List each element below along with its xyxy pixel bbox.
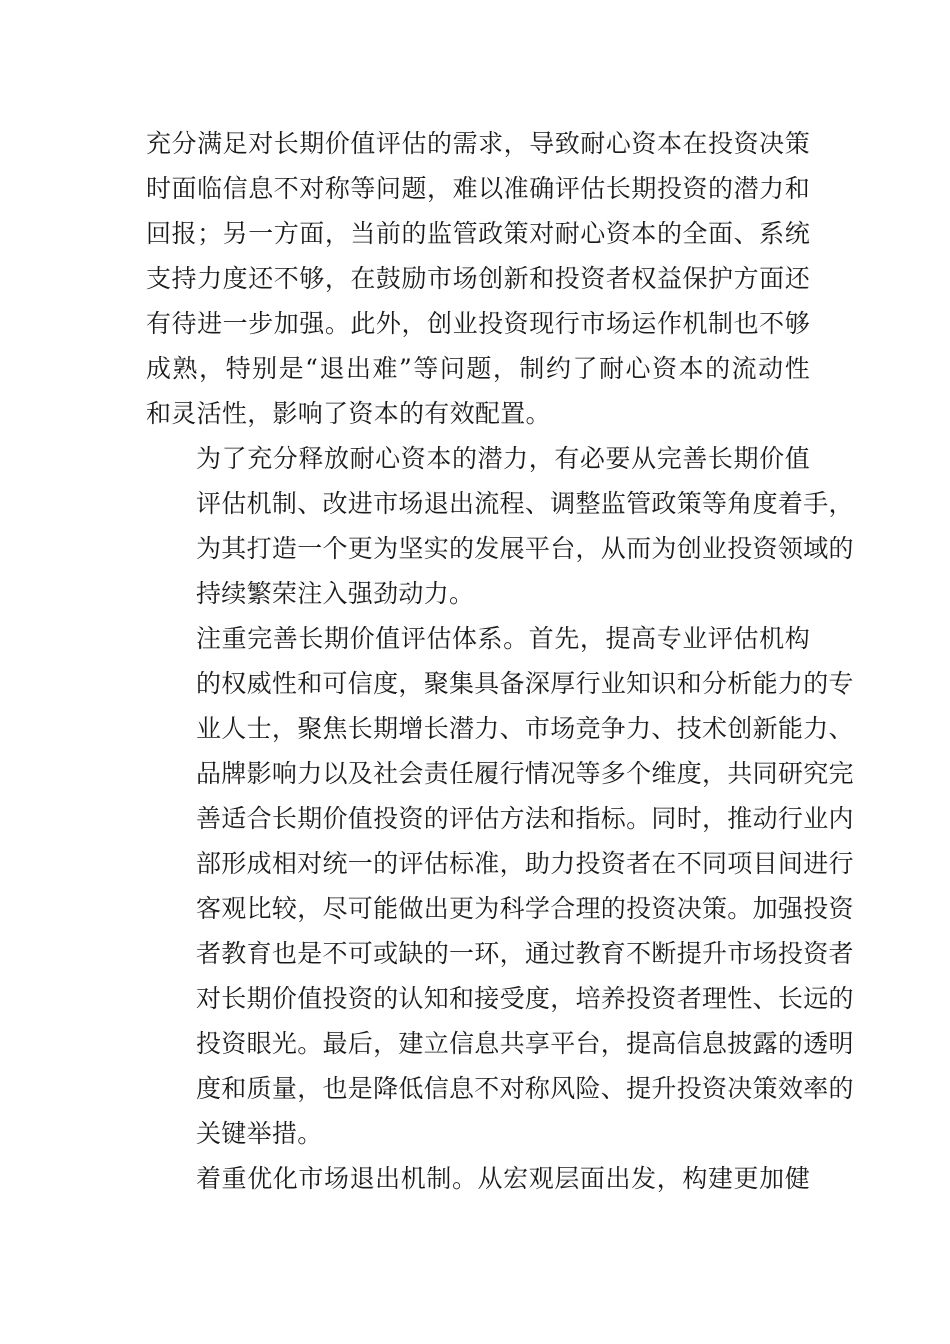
paragraph (146, 121, 810, 436)
text-line: 着重优化市场退出机制。从宏观层面出发，构建更加健 (196, 1164, 810, 1193)
paragraph (146, 1156, 810, 1201)
text-line: 有待进一步加强。此外，创业投资现行市场运作机制也不够 (146, 309, 810, 338)
text-line: 和灵活性，影响了资本的有效配置。 (146, 399, 551, 428)
paragraph (146, 616, 854, 1156)
text-line: 时面临信息不对称等问题，难以准确评估长期投资的潜力和 (146, 174, 810, 203)
text-line: 充分满足对长期价值评估的需求，导致耐心资本在投资决策 (146, 129, 810, 158)
text-line: 者教育也是不可或缺的一环，通过教育不断提升市场投资者 (196, 939, 854, 968)
text-line: 客观比较，尽可能做出更为科学合理的投资决策。加强投资 (196, 894, 854, 923)
text-line: 对长期价值投资的认知和接受度，培养投资者理性、长远的 (196, 984, 854, 1013)
text-line: 投资眼光。最后，建立信息共享平台，提高信息披露的透明 (196, 1029, 854, 1058)
text-line: 评估机制、改进市场退出流程、调整监管政策等角度着手， (196, 489, 854, 518)
text-line: 支持力度还不够，在鼓励市场创新和投资者权益保护方面还 (146, 264, 810, 293)
text-line: 的权威性和可信度，聚集具备深厚行业知识和分析能力的专 (196, 669, 854, 698)
text-line: 品牌影响力以及社会责任履行情况等多个维度，共同研究完 (196, 759, 854, 788)
text-line: 持续繁荣注入强劲动力。 (196, 579, 475, 608)
text-line: 注重完善长期价值评估体系。首先，提高专业评估机构 (196, 624, 810, 653)
text-line: 善适合长期价值投资的评估方法和指标。同时，推动行业内 (196, 804, 854, 833)
text-line: 部形成相对统一的评估标准，助力投资者在不同项目间进行 (196, 849, 854, 878)
text-line: 回报；另一方面，当前的监管政策对耐心资本的全面、系统 (146, 219, 810, 248)
text-line: 成熟，特别是“退出难”等问题，制约了耐心资本的流动性 (146, 354, 810, 383)
text-line: 关键举措。 (196, 1119, 323, 1148)
body-text (146, 121, 854, 1201)
text-line: 为了充分释放耐心资本的潜力，有必要从完善长期价值 (196, 444, 810, 473)
paragraph (146, 436, 854, 616)
text-line: 为其打造一个更为坚实的发展平台，从而为创业投资领域的 (196, 534, 854, 563)
text-line: 业人士，聚焦长期增长潜力、市场竞争力、技术创新能力、 (196, 714, 854, 743)
text-line: 度和质量，也是降低信息不对称风险、提升投资决策效率的 (196, 1074, 854, 1103)
